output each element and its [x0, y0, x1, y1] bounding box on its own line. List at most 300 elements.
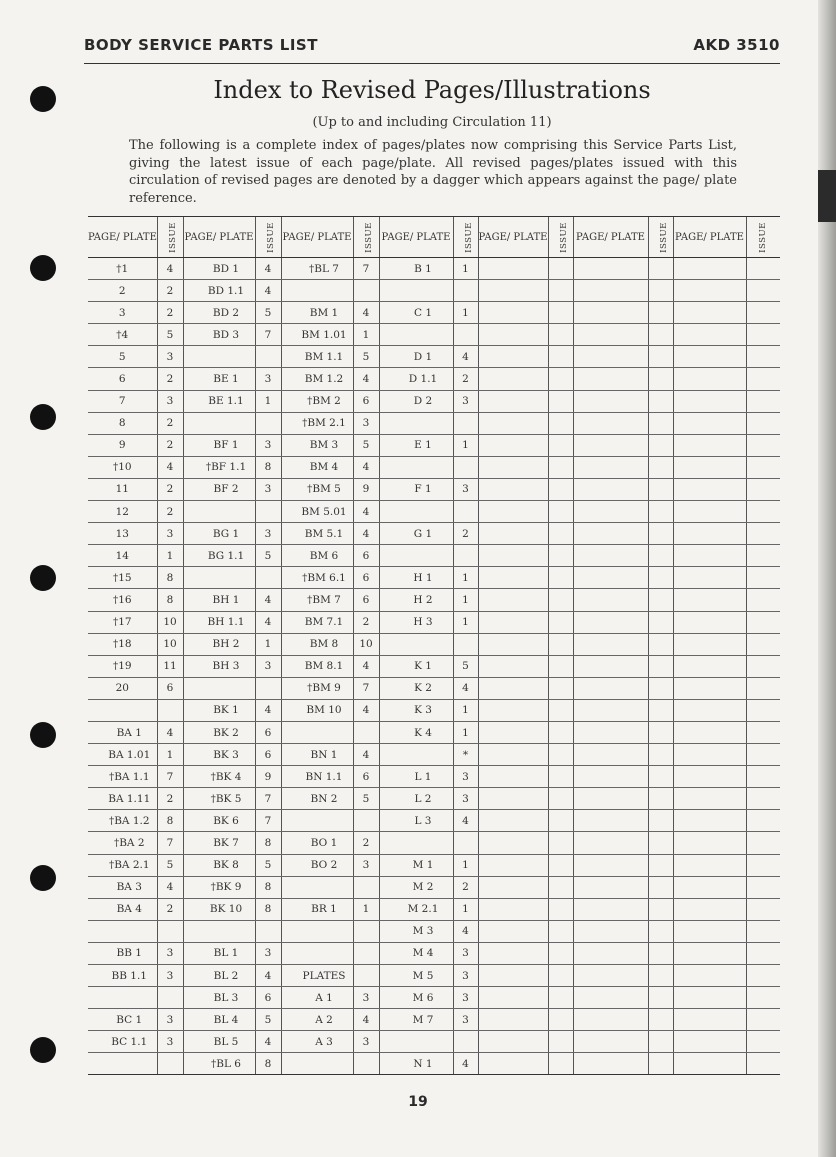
page-plate-cell	[673, 258, 746, 280]
page-plate-cell	[673, 434, 746, 456]
issue-cell	[746, 942, 780, 964]
page-plate-cell: †17	[88, 611, 157, 633]
issue-cell	[548, 766, 573, 788]
issue-cell	[648, 412, 673, 434]
issue-cell	[548, 920, 573, 942]
issue-cell: 1	[453, 258, 478, 280]
column-header-issue-label: ISSUE	[658, 221, 669, 253]
page-plate-cell	[673, 810, 746, 832]
page-plate-cell	[478, 390, 548, 412]
page-plate-cell: †16	[88, 589, 157, 611]
page-plate-cell: †BM 5	[281, 478, 353, 500]
issue-cell: 3	[157, 1031, 183, 1053]
punch-hole	[30, 1037, 56, 1063]
thumb-tab-marker	[818, 170, 836, 222]
table-row	[88, 258, 780, 280]
page-plate-cell	[673, 920, 746, 942]
issue-cell	[453, 456, 478, 478]
page-plate-cell: †BA 2.1	[88, 854, 157, 876]
page-plate-cell: L 2	[379, 788, 453, 810]
issue-cell	[648, 699, 673, 721]
issue-cell	[648, 987, 673, 1009]
page-plate-cell	[478, 1031, 548, 1053]
issue-cell: 7	[157, 766, 183, 788]
page-number: 19	[408, 1094, 428, 1110]
issue-cell	[746, 744, 780, 766]
issue-cell: 3	[255, 478, 281, 500]
page-plate-cell	[673, 699, 746, 721]
issue-cell: 4	[453, 920, 478, 942]
issue-cell: 3	[157, 346, 183, 368]
issue-cell	[648, 920, 673, 942]
page-plate-cell	[88, 1053, 157, 1075]
issue-cell	[648, 832, 673, 854]
issue-cell	[746, 633, 780, 655]
issue-cell	[746, 1009, 780, 1031]
page-plate-cell: †BF 1.1	[183, 456, 255, 478]
column-header-issue-label: ISSUE	[265, 221, 276, 253]
issue-cell: 3	[453, 788, 478, 810]
page-plate-cell	[478, 1053, 548, 1075]
issue-cell: 3	[157, 942, 183, 964]
issue-cell: 8	[255, 456, 281, 478]
table-row	[88, 633, 780, 655]
issue-cell	[648, 302, 673, 324]
issue-cell	[648, 1031, 673, 1053]
page-plate-cell	[183, 346, 255, 368]
page-plate-cell: †BK 9	[183, 876, 255, 898]
page-plate-cell: M 2.1	[379, 898, 453, 920]
issue-cell: 10	[353, 633, 379, 655]
column-header-page-plate: PAGE/ PLATE	[379, 217, 453, 258]
issue-cell: 4	[453, 677, 478, 699]
issue-cell	[648, 390, 673, 412]
page-plate-cell: G 1	[379, 523, 453, 545]
page-plate-cell: BH 1.1	[183, 611, 255, 633]
page-plate-cell	[573, 324, 648, 346]
page-plate-cell	[183, 677, 255, 699]
issue-cell	[548, 280, 573, 302]
issue-cell: 1	[157, 744, 183, 766]
issue-cell	[548, 390, 573, 412]
issue-cell: 6	[255, 987, 281, 1009]
page-plate-cell	[673, 744, 746, 766]
issue-cell: 8	[157, 567, 183, 589]
issue-cell	[746, 346, 780, 368]
table-row	[88, 1009, 780, 1031]
issue-cell	[648, 523, 673, 545]
page-plate-cell	[379, 1031, 453, 1053]
table-row	[88, 965, 780, 987]
page-plate-cell: BD 1	[183, 258, 255, 280]
page-plate-cell	[478, 965, 548, 987]
issue-cell	[648, 589, 673, 611]
page-plate-cell	[673, 545, 746, 567]
issue-cell: 3	[157, 965, 183, 987]
issue-cell: 2	[353, 611, 379, 633]
issue-cell: 9	[353, 478, 379, 500]
page-plate-cell	[281, 1053, 353, 1075]
page-plate-cell: C 1	[379, 302, 453, 324]
issue-cell	[648, 611, 673, 633]
issue-cell: 3	[353, 1031, 379, 1053]
page-plate-cell	[478, 655, 548, 677]
issue-cell	[255, 920, 281, 942]
issue-cell: 3	[353, 854, 379, 876]
issue-cell: 4	[353, 655, 379, 677]
page-plate-cell	[573, 788, 648, 810]
column-header-page-plate: PAGE/ PLATE	[573, 217, 648, 258]
header-title: BODY SERVICE PARTS LIST	[84, 36, 318, 54]
column-header-issue	[746, 217, 780, 258]
issue-cell	[548, 965, 573, 987]
page-plate-cell	[379, 412, 453, 434]
issue-cell	[548, 699, 573, 721]
issue-cell	[548, 368, 573, 390]
page-plate-cell: BM 3	[281, 434, 353, 456]
page-plate-cell: BM 10	[281, 699, 353, 721]
issue-cell: 8	[255, 876, 281, 898]
issue-cell	[648, 898, 673, 920]
page-plate-cell	[673, 633, 746, 655]
page-plate-cell	[379, 324, 453, 346]
table-row	[88, 699, 780, 721]
table-row	[88, 942, 780, 964]
page-plate-cell	[573, 655, 648, 677]
issue-cell	[746, 478, 780, 500]
page-plate-cell: F 1	[379, 478, 453, 500]
table-row	[88, 346, 780, 368]
page-plate-cell	[673, 1031, 746, 1053]
page-subtitle: (Up to and including Circulation 11)	[312, 115, 552, 130]
page-plate-cell: 13	[88, 523, 157, 545]
page-plate-cell: D 1	[379, 346, 453, 368]
page-plate-cell: BN 1.1	[281, 766, 353, 788]
issue-cell	[548, 456, 573, 478]
issue-cell: 1	[453, 721, 478, 743]
issue-cell	[157, 699, 183, 721]
page-plate-cell: K 4	[379, 721, 453, 743]
table-row	[88, 456, 780, 478]
table-row	[88, 788, 780, 810]
issue-cell	[746, 721, 780, 743]
issue-cell	[648, 810, 673, 832]
page-plate-cell	[573, 567, 648, 589]
page-plate-cell: 6	[88, 368, 157, 390]
issue-cell	[353, 942, 379, 964]
issue-cell	[746, 832, 780, 854]
page-plate-cell: BL 5	[183, 1031, 255, 1053]
page-plate-cell: †BA 1.2	[88, 810, 157, 832]
page-plate-cell	[379, 456, 453, 478]
page-plate-cell: D 1.1	[379, 368, 453, 390]
page-plate-cell: †18	[88, 633, 157, 655]
issue-cell	[648, 721, 673, 743]
page-plate-cell: BD 2	[183, 302, 255, 324]
issue-cell	[746, 699, 780, 721]
page-plate-cell	[573, 898, 648, 920]
issue-cell	[746, 324, 780, 346]
page-plate-cell: BM 5.01	[281, 501, 353, 523]
issue-cell	[255, 501, 281, 523]
column-header-page-plate: PAGE/ PLATE	[281, 217, 353, 258]
running-header	[84, 34, 780, 64]
page-plate-cell	[478, 611, 548, 633]
issue-cell	[548, 258, 573, 280]
page-plate-cell	[573, 280, 648, 302]
issue-cell: 6	[353, 766, 379, 788]
issue-cell: 4	[453, 1053, 478, 1075]
page-plate-cell	[88, 699, 157, 721]
column-header-issue	[353, 217, 379, 258]
issue-cell: 8	[255, 1053, 281, 1075]
page-plate-cell: †BM 2.1	[281, 412, 353, 434]
table-row	[88, 655, 780, 677]
page-plate-cell: BR 1	[281, 898, 353, 920]
issue-cell	[548, 302, 573, 324]
page-plate-cell	[573, 302, 648, 324]
issue-cell	[746, 545, 780, 567]
issue-cell	[548, 744, 573, 766]
page-plate-cell	[281, 942, 353, 964]
issue-cell: 5	[157, 324, 183, 346]
page-plate-cell: BH 2	[183, 633, 255, 655]
page-plate-cell	[478, 258, 548, 280]
issue-cell	[548, 1031, 573, 1053]
issue-cell	[648, 788, 673, 810]
issue-cell: 4	[255, 611, 281, 633]
page-plate-cell: BL 4	[183, 1009, 255, 1031]
page-plate-cell: †BM 6.1	[281, 567, 353, 589]
issue-cell	[648, 965, 673, 987]
issue-cell: 3	[453, 478, 478, 500]
table-row	[88, 677, 780, 699]
page-plate-cell: 2	[88, 280, 157, 302]
table-row	[88, 876, 780, 898]
page-plate-cell	[88, 920, 157, 942]
column-header-issue	[453, 217, 478, 258]
page-plate-cell	[673, 324, 746, 346]
issue-cell	[548, 501, 573, 523]
issue-cell: 5	[353, 434, 379, 456]
issue-cell: 5	[157, 854, 183, 876]
issue-cell: 2	[157, 898, 183, 920]
page-plate-cell	[478, 744, 548, 766]
page-plate-cell: M 1	[379, 854, 453, 876]
page-plate-cell: 3	[88, 302, 157, 324]
issue-cell: 3	[453, 1009, 478, 1031]
table-row	[88, 898, 780, 920]
page-plate-cell	[281, 920, 353, 942]
issue-cell: *	[453, 744, 478, 766]
page-plate-cell: BB 1	[88, 942, 157, 964]
table-row	[88, 501, 780, 523]
issue-cell	[353, 721, 379, 743]
issue-cell: 4	[255, 589, 281, 611]
page-plate-cell: BC 1.1	[88, 1031, 157, 1053]
issue-cell	[255, 346, 281, 368]
issue-cell	[746, 368, 780, 390]
table-row	[88, 368, 780, 390]
page-plate-cell	[673, 898, 746, 920]
page-plate-cell	[478, 346, 548, 368]
page-plate-cell	[379, 501, 453, 523]
page-plate-cell	[673, 677, 746, 699]
page-plate-cell: 20	[88, 677, 157, 699]
page-plate-cell	[478, 434, 548, 456]
issue-cell: 1	[453, 611, 478, 633]
table-row	[88, 412, 780, 434]
issue-cell	[157, 1053, 183, 1075]
page-plate-cell	[573, 1031, 648, 1053]
issue-cell: 1	[255, 390, 281, 412]
page-plate-cell	[478, 523, 548, 545]
page-plate-cell	[88, 987, 157, 1009]
issue-cell: 1	[255, 633, 281, 655]
page-plate-cell: H 3	[379, 611, 453, 633]
table-row	[88, 523, 780, 545]
issue-cell: 1	[453, 699, 478, 721]
issue-cell: 4	[157, 258, 183, 280]
issue-cell: 4	[255, 965, 281, 987]
page-plate-cell	[673, 478, 746, 500]
page-plate-cell: BM 5.1	[281, 523, 353, 545]
issue-cell: 2	[157, 280, 183, 302]
issue-cell: 4	[255, 280, 281, 302]
page-plate-cell: BL 3	[183, 987, 255, 1009]
page-plate-cell	[478, 545, 548, 567]
issue-cell: 3	[453, 987, 478, 1009]
page-plate-cell: BB 1.1	[88, 965, 157, 987]
issue-cell	[548, 854, 573, 876]
table-row	[88, 589, 780, 611]
table-row	[88, 324, 780, 346]
page-plate-cell	[573, 854, 648, 876]
page-plate-cell	[478, 721, 548, 743]
page-plate-cell	[573, 699, 648, 721]
issue-cell: 1	[353, 324, 379, 346]
page-plate-cell	[478, 942, 548, 964]
page-plate-cell: 14	[88, 545, 157, 567]
page-plate-cell	[573, 611, 648, 633]
issue-cell: 6	[255, 721, 281, 743]
table-row	[88, 987, 780, 1009]
issue-cell	[746, 258, 780, 280]
page-plate-cell	[379, 280, 453, 302]
page-plate-cell: M 3	[379, 920, 453, 942]
page-plate-cell: BM 6	[281, 545, 353, 567]
page-plate-cell: D 2	[379, 390, 453, 412]
page-plate-cell	[673, 280, 746, 302]
page-plate-cell: 11	[88, 478, 157, 500]
issue-cell	[548, 1009, 573, 1031]
page-plate-cell: BM 1.1	[281, 346, 353, 368]
page-plate-cell	[673, 523, 746, 545]
issue-cell: 1	[157, 545, 183, 567]
page-plate-cell: BM 1.01	[281, 324, 353, 346]
page-plate-cell	[183, 412, 255, 434]
issue-cell	[255, 567, 281, 589]
punch-hole	[30, 865, 56, 891]
issue-cell	[648, 324, 673, 346]
table-header-row	[88, 217, 780, 258]
issue-cell	[746, 788, 780, 810]
page-plate-cell	[281, 876, 353, 898]
page-plate-cell: M 7	[379, 1009, 453, 1031]
page-plate-cell: A 1	[281, 987, 353, 1009]
page-plate-cell: †BM 9	[281, 677, 353, 699]
issue-cell: 2	[157, 788, 183, 810]
issue-cell	[548, 434, 573, 456]
page-plate-cell: 9	[88, 434, 157, 456]
punch-hole	[30, 404, 56, 430]
issue-cell: 6	[353, 545, 379, 567]
issue-cell: 7	[255, 810, 281, 832]
issue-cell: 4	[255, 699, 281, 721]
page-plate-cell	[573, 721, 648, 743]
table-row	[88, 280, 780, 302]
table-row	[88, 611, 780, 633]
page-plate-cell	[573, 545, 648, 567]
issue-cell: 3	[157, 523, 183, 545]
page-plate-cell	[478, 832, 548, 854]
issue-cell	[548, 788, 573, 810]
page-plate-cell	[379, 832, 453, 854]
issue-cell	[548, 832, 573, 854]
issue-cell: 5	[255, 545, 281, 567]
issue-cell: 4	[255, 258, 281, 280]
page-plate-cell: K 3	[379, 699, 453, 721]
issue-cell	[648, 942, 673, 964]
issue-cell	[648, 567, 673, 589]
page-plate-cell	[673, 854, 746, 876]
issue-cell	[548, 942, 573, 964]
issue-cell	[746, 611, 780, 633]
issue-cell: 5	[255, 1009, 281, 1031]
page-plate-cell: BC 1	[88, 1009, 157, 1031]
issue-cell: 4	[453, 810, 478, 832]
page-plate-cell: †4	[88, 324, 157, 346]
issue-cell: 3	[255, 523, 281, 545]
page-plate-cell: BM 8.1	[281, 655, 353, 677]
page-plate-cell	[573, 478, 648, 500]
page-plate-cell	[673, 1009, 746, 1031]
issue-cell: 1	[453, 434, 478, 456]
page-plate-cell	[573, 744, 648, 766]
issue-cell: 4	[453, 346, 478, 368]
page-plate-cell: H 1	[379, 567, 453, 589]
issue-cell: 3	[157, 390, 183, 412]
page-plate-cell: M 4	[379, 942, 453, 964]
issue-cell: 4	[353, 368, 379, 390]
table-row	[88, 434, 780, 456]
issue-cell	[648, 501, 673, 523]
issue-cell: 2	[157, 434, 183, 456]
page-plate-cell	[183, 567, 255, 589]
issue-cell: 1	[453, 302, 478, 324]
issue-cell: 4	[353, 456, 379, 478]
issue-cell: 3	[353, 412, 379, 434]
issue-cell	[453, 832, 478, 854]
column-header-issue	[157, 217, 183, 258]
issue-cell	[746, 965, 780, 987]
page-plate-cell: BO 2	[281, 854, 353, 876]
issue-cell	[648, 434, 673, 456]
issue-cell: 6	[353, 589, 379, 611]
page-plate-cell	[281, 721, 353, 743]
page-plate-cell	[573, 633, 648, 655]
page-plate-cell	[573, 920, 648, 942]
